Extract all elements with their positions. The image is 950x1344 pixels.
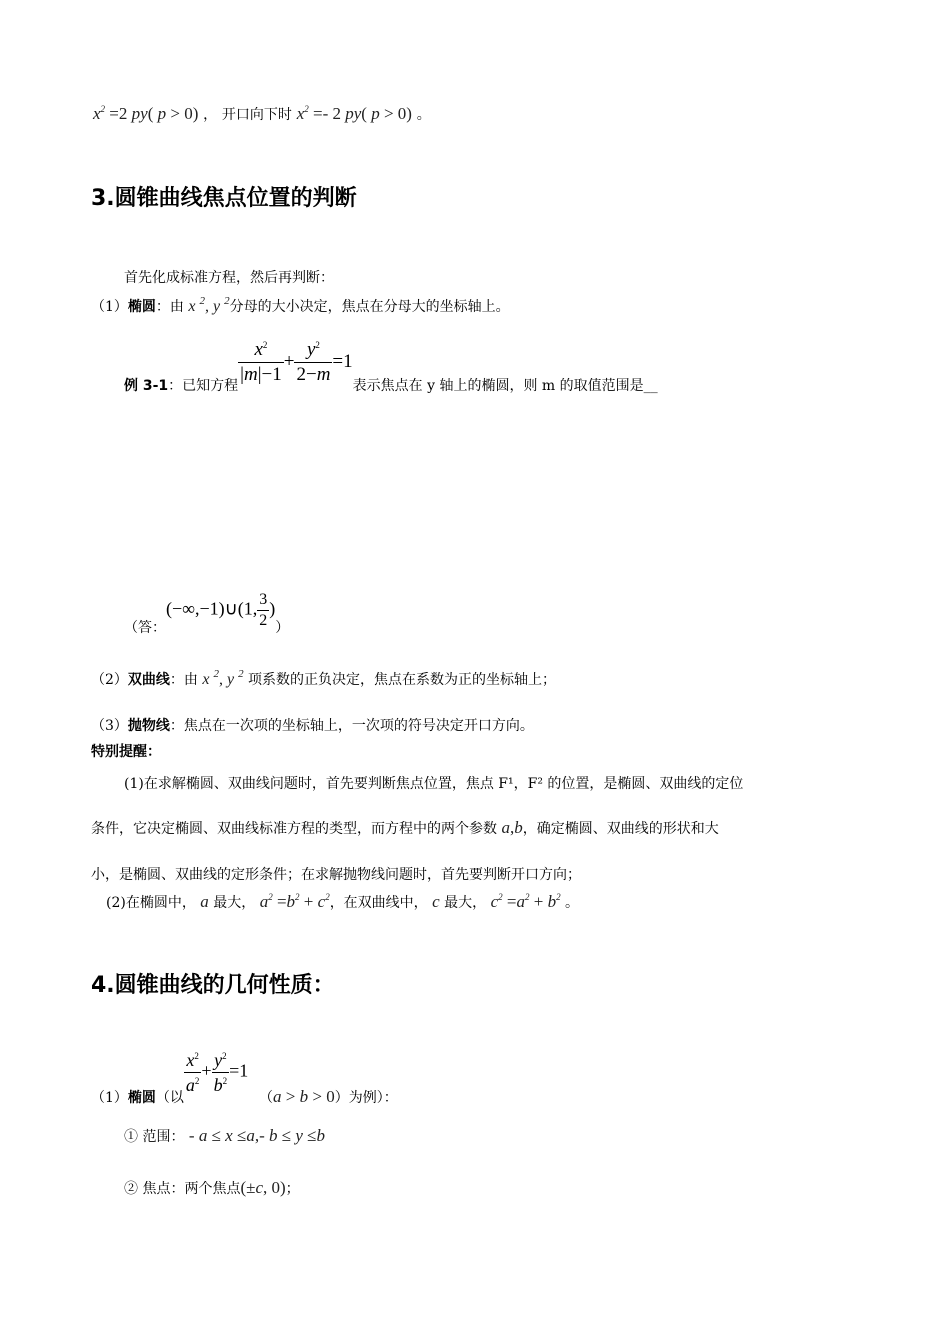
ellipse-colon: ：由	[155, 299, 184, 315]
hyperbola-prefix: （2）	[91, 672, 128, 688]
parabola-label: 抛物线	[127, 718, 170, 734]
focus-line	[124, 1178, 300, 1198]
section3-title: 3.圆锥曲线焦点位置的判断	[91, 186, 357, 211]
hyperbola-rule	[91, 669, 556, 689]
section4-ellipse	[91, 1048, 398, 1107]
math-range: - a ≤ x ≤a,- b ≤ y ≤b	[188, 1126, 325, 1145]
remind-title: 特别提醒：	[91, 744, 161, 760]
parabola-text: ：焦点在一次项的坐标轴上，一次项的符号决定开口方向。	[169, 718, 534, 734]
hyperbola-text: 项系数的正负决定，焦点在系数为正的坐标轴上；	[248, 672, 557, 688]
remind-1c: 小，是椭圆、双曲线的定形条件；在求解抛物线问题时，首先要判断开口方向；	[91, 867, 581, 883]
example-label: 例 3-1	[124, 378, 169, 394]
ellipse-rule	[91, 296, 510, 316]
range-line	[124, 1126, 325, 1146]
example-colon: ：已知方程	[168, 378, 239, 394]
remind-2-mid: ，在双曲线中，	[329, 895, 428, 911]
math-hyperbola-relation: $c^2 =a^2 + b^2$	[490, 892, 561, 911]
math-answer: (−∞,−1)∪(1, $\frac{3}{2}$ )	[166, 591, 276, 629]
ellipse-text: 分母的大小决定，焦点在分母大的坐标轴上。	[229, 299, 510, 315]
remind-2-max2: 最大，	[444, 895, 487, 911]
remind-2-end: 。	[565, 895, 580, 911]
answer-suffix: ）	[275, 620, 290, 636]
ellipse-prefix: （1）	[91, 299, 128, 315]
down-text: 开口向下时	[221, 107, 292, 123]
math-x2-y2: x $^2$, y $^2$	[188, 295, 230, 315]
section4-title: 4.圆锥曲线的几何性质：	[91, 973, 335, 998]
period: 。	[416, 107, 431, 123]
cond-open: （	[259, 1090, 274, 1106]
focus-label: ② 焦点：两个焦点	[124, 1181, 241, 1197]
math-parabola-up: $x^2 =2$ py( p > 0)	[93, 104, 199, 123]
range-label: ① 范围：	[124, 1129, 185, 1145]
s4-ellipse-open: （以	[155, 1090, 184, 1106]
remind-1a: (1)在求解椭圆、双曲线问题时，首先要判断焦点位置，焦点 F¹，F² 的位置，是椭圆、双曲线的定位	[124, 776, 744, 792]
cond-close: ）为例）：	[334, 1090, 398, 1106]
example-text: 表示焦点在 y 轴上的椭圆，则 m 的取值范围是__	[352, 378, 658, 394]
math-foci: (±c, 0)	[240, 1178, 286, 1197]
math-c: c	[432, 892, 440, 911]
math-a: a	[200, 892, 209, 911]
parabola-line	[93, 104, 431, 124]
example-3-1	[124, 338, 658, 395]
s4-ellipse-label: 椭圆	[127, 1090, 156, 1106]
separator: ，	[203, 107, 218, 123]
section3-intro: 首先化成标准方程，然后再判断：	[124, 270, 334, 286]
hyperbola-label: 双曲线	[127, 672, 170, 688]
math-a-gt-b-gt-0: a > b > 0	[273, 1087, 335, 1106]
answer-prefix: （答：	[124, 620, 166, 636]
math-a-b: a,b	[501, 818, 523, 837]
remind-2-pre: (2)在椭圆中，	[106, 895, 196, 911]
s4-ellipse-prefix: （1）	[91, 1090, 128, 1106]
parabola-rule	[91, 715, 534, 735]
remind-2-max1: 最大，	[213, 895, 256, 911]
answer-line	[124, 590, 289, 637]
remind-1b-post: ，确定椭圆、双曲线的形状和大	[522, 821, 719, 837]
remind-1b-pre: 条件，它决定椭圆、双曲线标准方程的类型，而方程中的两个参数	[91, 821, 497, 837]
remind-1b	[91, 818, 719, 838]
math-parabola-down: $x^2 =- 2$ py( p > 0)	[296, 104, 412, 123]
math-example-equation: $\frac{x^2}{|m|-1}$ + $\frac{y^2}{2-m}$ =1	[240, 339, 353, 385]
math-ellipse-relation: $a^2 =b^2 + c^2$	[259, 892, 330, 911]
math-ellipse-standard: $\frac{x^2}{a^2}$ + $\frac{y^2}{b^2}$ =1	[185, 1050, 249, 1095]
math-x2-y2-hyperbola: x $^2$, y $^2$	[202, 668, 244, 688]
parabola-prefix: （3）	[91, 718, 128, 734]
focus-end: ；	[285, 1181, 300, 1197]
hyperbola-colon: ：由	[169, 672, 198, 688]
ellipse-label: 椭圆	[127, 299, 156, 315]
remind-2	[106, 892, 579, 912]
